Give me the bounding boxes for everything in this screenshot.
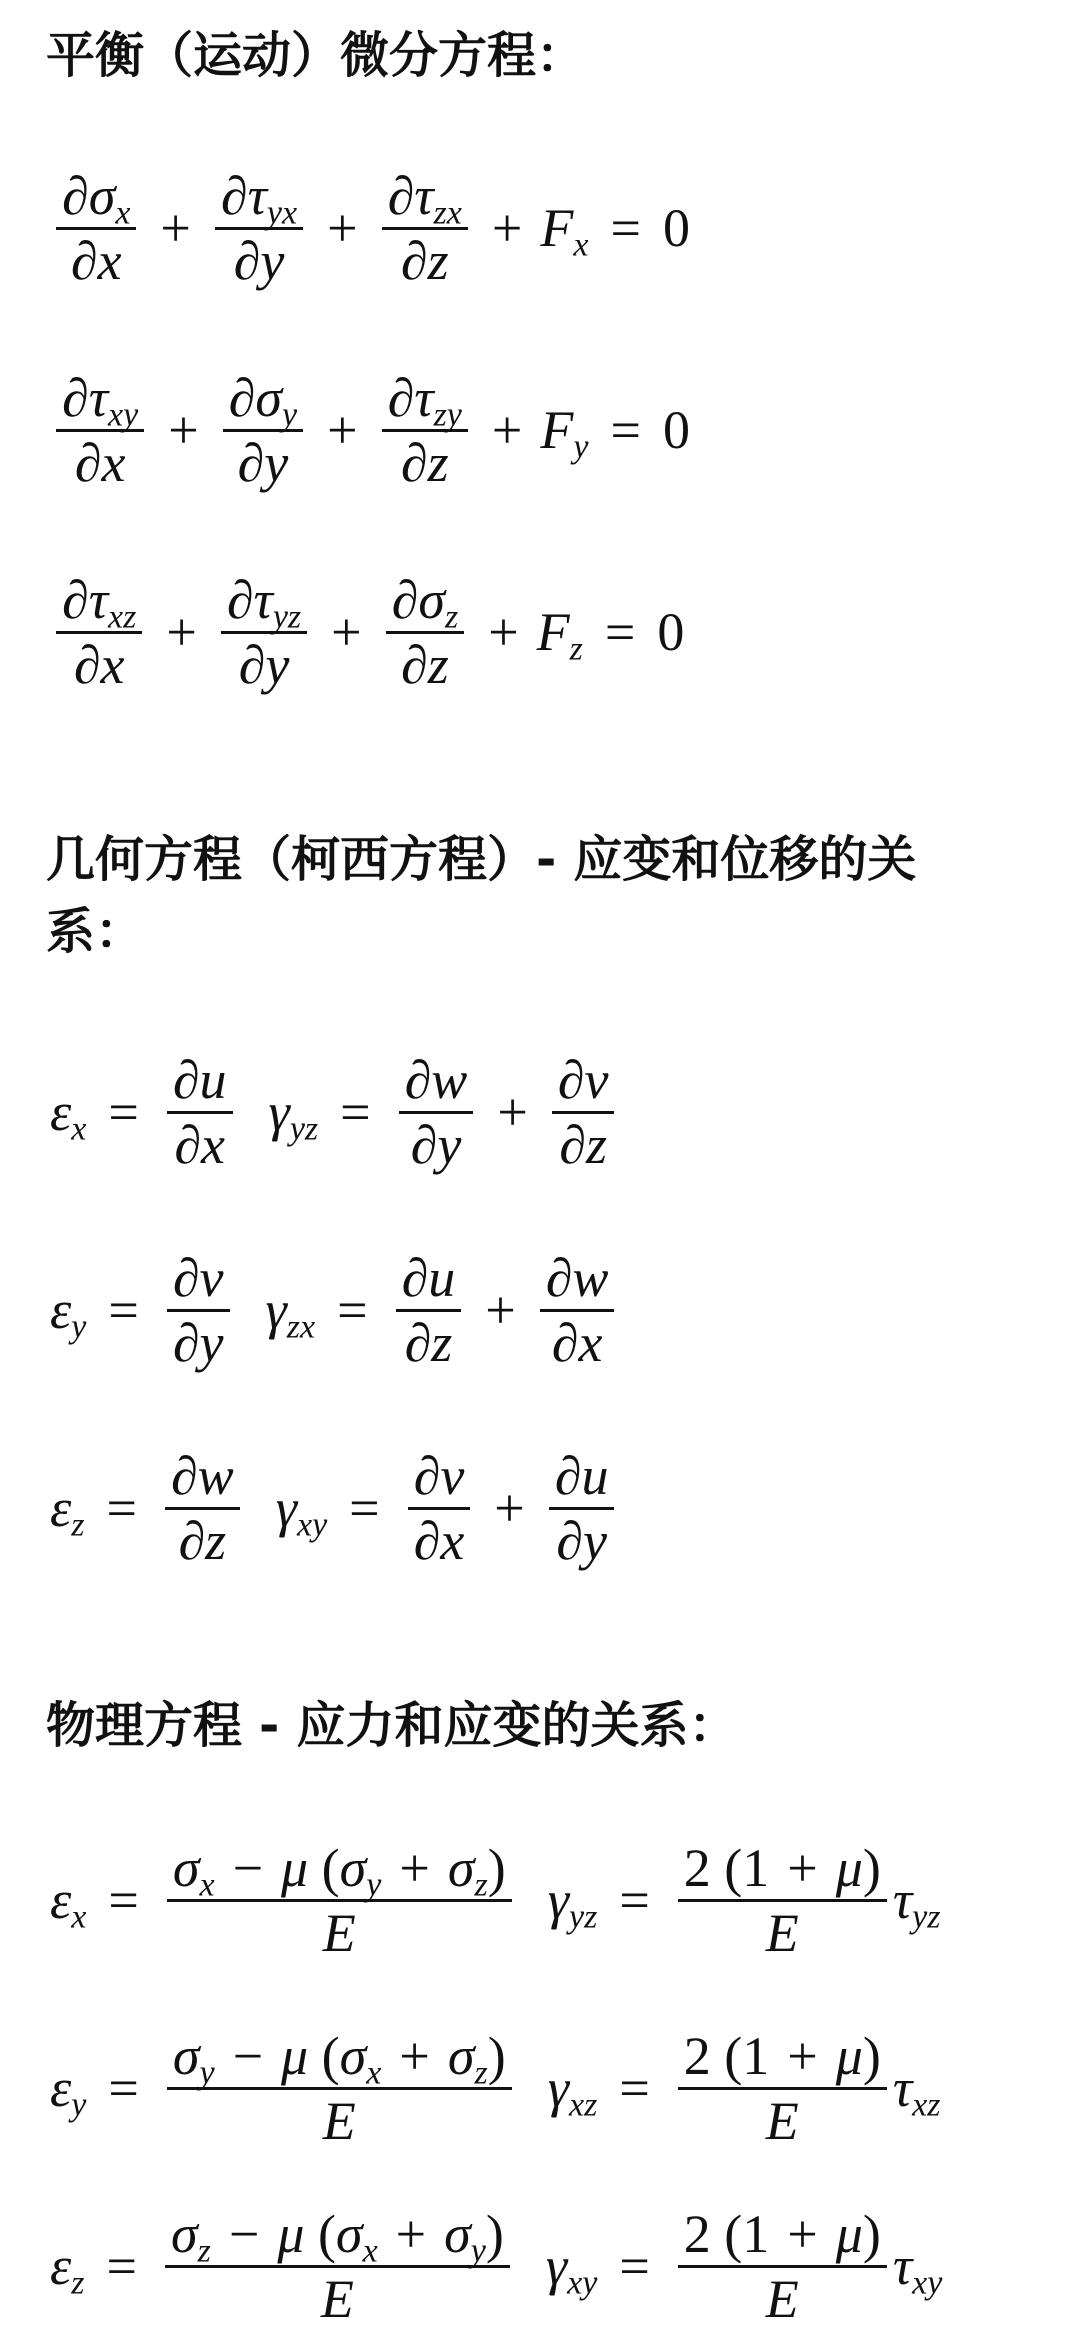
physical-heading: 物理方程 - 应力和应变的关系：	[46, 1697, 738, 1754]
fraction: $\frac{\partial\tau_{yx}}{\partial y}$	[215, 165, 303, 292]
fraction: $\frac{\partial\sigma_z}{\partial z}$	[386, 569, 465, 696]
geometric-equation-3: $\varepsilon_z$ = $\frac{\partial w}{\partial z}$ $\gamma_{xy}$ = $\frac{\partial v}{\partial x}$ + $\frac{\partial u}{\partial y}$	[50, 1438, 620, 1578]
fraction: $\frac{\partial w}{\partial y}$	[399, 1049, 474, 1176]
fraction: $\frac{\partial\sigma_y}{\partial y}$	[223, 367, 303, 494]
geometric-heading-line-2: 系：	[46, 903, 145, 960]
equilibrium-heading: 平衡（运动）微分方程：	[46, 27, 586, 84]
fraction: $\frac{\partial w}{\partial x}$	[540, 1247, 615, 1374]
physical-equation-2: $\varepsilon_y$ = $\frac{\sigma_y - \mu (\sigma_x + \sigma_z)}{E}$ $\gamma_{xz}$ = $\frac{2 (1 + \mu)}{E}$ $\tau_{xz}$	[50, 2025, 941, 2151]
fraction: $\frac{\partial\tau_{xy}}{\partial x}$	[56, 367, 144, 494]
geometric-equation-2: $\varepsilon_y$ = $\frac{\partial v}{\partial y}$ $\gamma_{zx}$ = $\frac{\partial u}{\partial z}$ + $\frac{\partial w}{\partial x}$	[50, 1240, 620, 1380]
physical-equation-1: $\varepsilon_x$ = $\frac{\sigma_x - \mu (\sigma_y + \sigma_z)}{E}$ $\gamma_{yz}$ = $\frac{2 (1 + \mu)}{E}$ $\tau_{yz}$	[50, 1837, 941, 1963]
fraction: $\frac{\partial w}{\partial z}$	[165, 1445, 240, 1572]
fraction: $\frac{\partial\tau_{yz}}{\partial y}$	[221, 569, 307, 696]
equilibrium-equation-z: $\frac{\partial\tau_{xz}}{\partial x}$ + $\frac{\partial\tau_{yz}}{\partial y}$ + $\frac{\partial\sigma_z}{\partial z}$ + $F_z$ = 0	[50, 562, 684, 702]
geometric-heading-line-1: 几何方程（柯西方程）- 应变和位移的关	[46, 831, 917, 888]
fraction: $\frac{\sigma_x - \mu (\sigma_y + \sigma_z)}{E}$	[167, 1837, 512, 1964]
geometric-heading	[46, 824, 1006, 968]
fraction: $\frac{\partial v}{\partial y}$	[167, 1247, 230, 1374]
fraction: $\frac{\partial\tau_{zx}}{\partial z}$	[382, 165, 468, 292]
fraction: $\frac{\partial u}{\partial x}$	[167, 1049, 233, 1176]
fraction: $\frac{2 (1 + \mu)}{E}$	[678, 1837, 887, 1964]
fraction: $\frac{\partial v}{\partial z}$	[552, 1049, 615, 1176]
equilibrium-equation-y: $\frac{\partial\tau_{xy}}{\partial x}$ + $\frac{\partial\sigma_y}{\partial y}$ + $\frac{\partial\tau_{zy}}{\partial z}$ + $F_y$ = 0	[50, 360, 690, 500]
equilibrium-equation-x: $\frac{\partial\sigma_x}{\partial x}$ + $\frac{\partial\tau_{yx}}{\partial y}$ + $\frac{\partial\tau_{zx}}{\partial z}$ + $F_x$ = 0	[50, 158, 690, 298]
fraction: $\frac{2 (1 + \mu)}{E}$	[678, 2203, 887, 2330]
fraction: $\frac{\partial u}{\partial z}$	[396, 1247, 462, 1374]
fraction: $\frac{\sigma_y - \mu (\sigma_x + \sigma_z)}{E}$	[167, 2025, 512, 2152]
fraction: $\frac{\partial\sigma_x}{\partial x}$	[56, 165, 136, 292]
fraction: $\frac{\partial\tau_{xz}}{\partial x}$	[56, 569, 142, 696]
fraction: $\frac{\partial\tau_{zy}}{\partial z}$	[382, 367, 468, 494]
fraction: $\frac{\partial v}{\partial x}$	[408, 1445, 471, 1572]
physical-equation-3: $\varepsilon_z$ = $\frac{\sigma_z - \mu (\sigma_x + \sigma_y)}{E}$ $\gamma_{xy}$ = $\frac{2 (1 + \mu)}{E}$ $\tau_{xy}$	[50, 2203, 943, 2329]
fraction: $\frac{2 (1 + \mu)}{E}$	[678, 2025, 887, 2152]
fraction: $\frac{\partial u}{\partial y}$	[549, 1445, 615, 1572]
fraction: $\frac{\sigma_z - \mu (\sigma_x + \sigma_y)}{E}$	[165, 2203, 510, 2330]
geometric-equation-1: $\varepsilon_x$ = $\frac{\partial u}{\partial x}$ $\gamma_{yz}$ = $\frac{\partial w}{\partial y}$ + $\frac{\partial v}{\partial z}$	[50, 1042, 620, 1182]
